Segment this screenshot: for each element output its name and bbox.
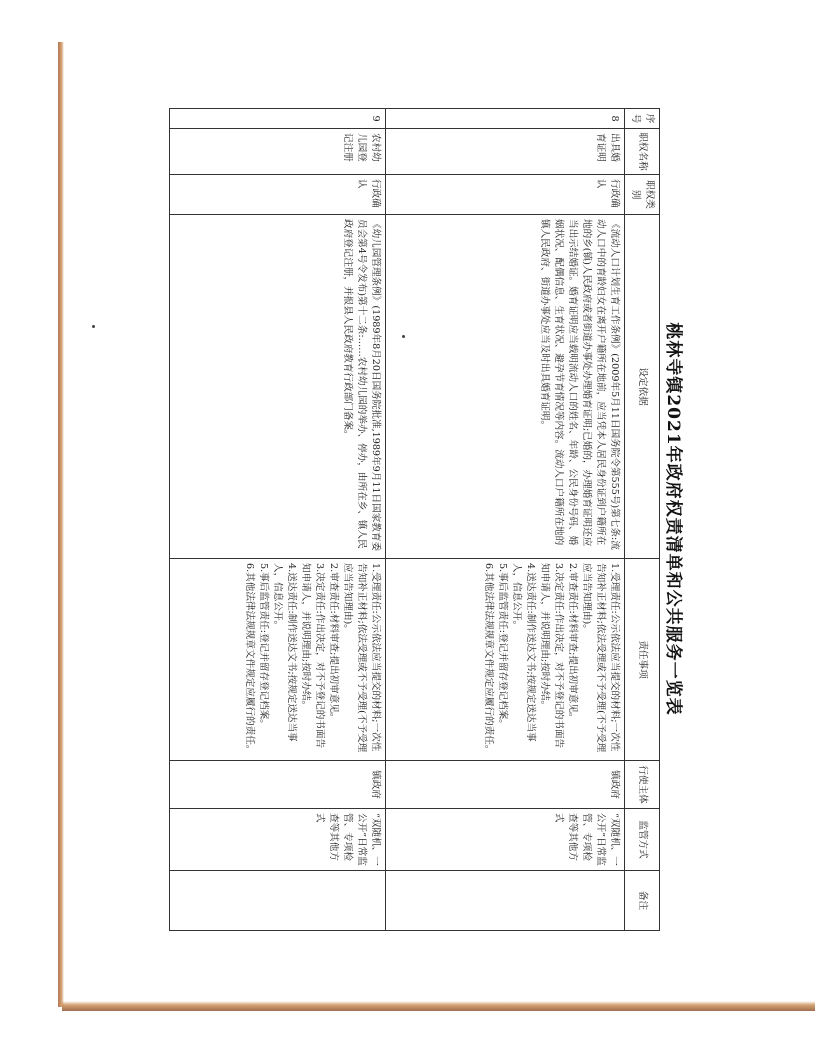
header-name: 职权名称 xyxy=(625,129,660,175)
resp-item: 5.事后监管责任:登记并留存登记档案。 xyxy=(258,563,270,729)
cell-note xyxy=(170,871,386,931)
cell-basis: 《流动人口计划生育工作条例》(2009年5月11日国务院令第555号)第七条:流动人口中的育龄妇女在离开户籍所在地前，应当凭本人居民身份证到户籍所在地的乡(镇)人民政府或者街道办事处办理婚育证明;已婚的，办理婚育证明还应当出示结婚证。婚育证明应当载明流动人口的姓名、年龄、公民身份号码、婚姻状况、配偶信息、生育状况、避孕节育情况等内容。流动人口户籍所在地的镇人民政府、街道办事处应当及时出具婚育证明。 xyxy=(386,215,625,559)
scan-bottom-edge xyxy=(62,1001,815,1011)
resp-item: 1.受理责任:公示依法应当提交的材料;一次性告知补正材料;依法受理或不予受理(不予受理应当告知理由)。 xyxy=(581,563,620,753)
resp-item: 3.决定责任:作出决定，对不予登记的书面告知申请人，并说明理由;按时办结。 xyxy=(300,563,326,749)
table-row xyxy=(170,109,386,931)
cell-body: 镇政府 xyxy=(170,761,386,809)
cell-basis: 《幼儿园管理条例》(1989年8月20日国务院批准,1989年9月11日国家教育委员会第4号令发布)第十二条:……农村幼儿园的举办、停办，由所在乡、镇人民政府登记注册，并报县人民政府教育行政部门备案。 xyxy=(170,215,386,559)
resp-item: 4.送达责任:制作送达文书;按规定送达当事人，信息公开。 xyxy=(272,563,298,742)
resp-item: 6.其他法律法规规章文件规定应履行的责任。 xyxy=(244,563,256,755)
rotated-document xyxy=(168,108,696,930)
resp-item: 2.审查责任:材料审查;提出初审意见。 xyxy=(567,563,578,723)
cell-resp xyxy=(170,559,386,761)
table-row xyxy=(386,109,625,931)
cell-type: 行政确认 xyxy=(386,175,625,215)
document-title: 桃林寺镇2021年政府权责清单和公共服务一览表 xyxy=(663,322,683,716)
resp-item: 2.审查责任:材料审查;提出初审意见。 xyxy=(328,563,340,723)
scan-left-edge xyxy=(58,42,64,1007)
header-note: 备注 xyxy=(625,871,660,931)
cell-body: 镇政府 xyxy=(386,761,625,809)
cell-resp xyxy=(386,559,625,761)
cell-sup: “双随机、一公开”日常监管、专项检查等其他方式 xyxy=(386,809,625,871)
cell-name: 农村幼儿园登记注册 xyxy=(170,129,386,175)
resp-item: 4.送达责任:制作送达文书;按规定送达当事人，信息公开。 xyxy=(511,563,536,742)
header-sup: 监管方式 xyxy=(625,809,660,871)
table-header-row xyxy=(625,109,660,931)
resp-item: 6.其他法律法规规章文件规定应履行的责任。 xyxy=(483,563,494,755)
resp-item: 1.受理责任:公示依法应当提交的材料;一次性告知补正材料;依法受理或不予受理(不予受理应当告知理由)。 xyxy=(342,563,382,753)
header-type: 职权类别 xyxy=(625,175,660,215)
resp-item: 3.决定责任:作出决定，对不予登记的书面告知申请人，并说明理由;按时办结。 xyxy=(539,563,564,749)
responsibility-table xyxy=(169,108,660,931)
resp-item: 5.事后监管责任:登记并留存登记档案。 xyxy=(497,563,508,729)
header-no: 序号 xyxy=(625,109,660,129)
header-body: 行使主体 xyxy=(625,761,660,809)
cell-sup: “双随机、一公开”日常监管、专项检查等其他方式 xyxy=(170,809,386,871)
cell-name: 出具婚育证明 xyxy=(386,129,625,175)
header-resp: 责任事项 xyxy=(625,559,660,761)
scan-speck xyxy=(92,325,95,328)
cell-no: 9 xyxy=(170,109,386,129)
cell-type: 行政确认 xyxy=(170,175,386,215)
header-basis: 设定依据 xyxy=(625,215,660,559)
cell-no: 8 xyxy=(386,109,625,129)
cell-note xyxy=(386,871,625,931)
